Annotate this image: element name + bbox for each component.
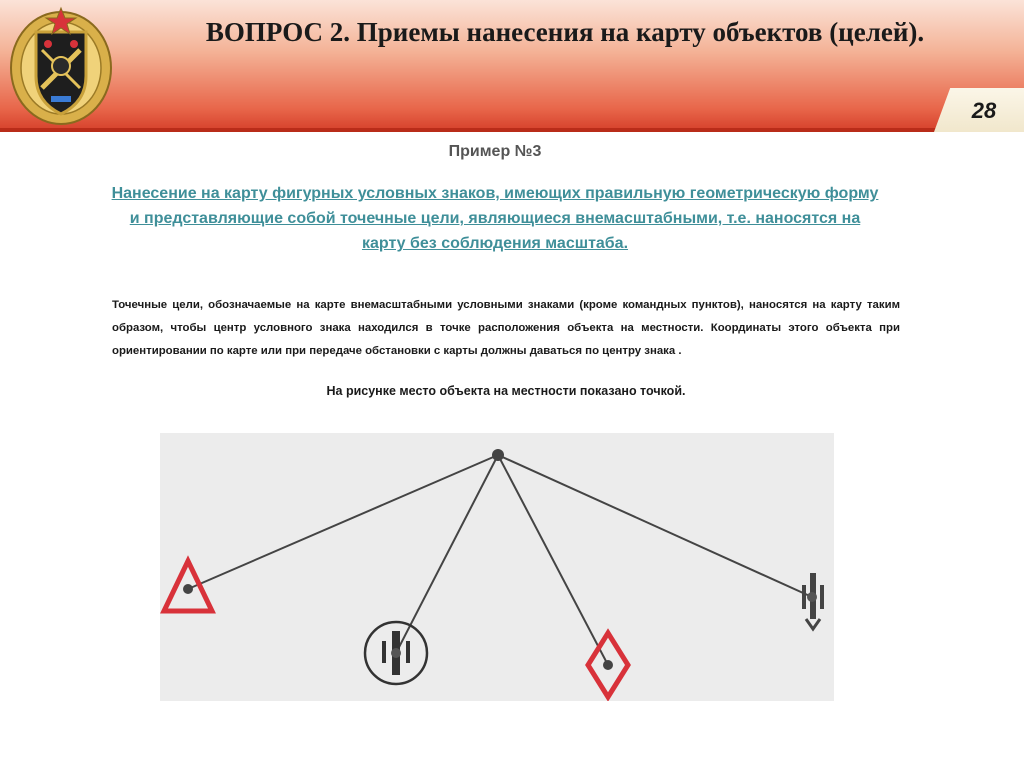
diagram-panel [160, 433, 834, 701]
line-to-artillery [498, 455, 812, 597]
triangle-target-icon [164, 561, 212, 611]
page-number: 28 [971, 98, 997, 123]
example-paragraph: Точечные цели, обозначаемые на карте внемасштабными условными знаками (кроме командных пунктов), наносятся на карту таким образом, чтобы центр условного знака находился в точке расположения объекта на местности. Координаты этого объекта при ориентировании по карте или при передаче обстановки с карты должны даваться по центру знака . [112, 299, 900, 357]
diagram-caption: На рисунке место объекта на местности показано точкой. [326, 384, 686, 398]
line-to-triangle [188, 455, 498, 589]
point-targets-diagram [160, 433, 834, 701]
slide-header [0, 0, 1024, 132]
diamond-target-icon [588, 633, 628, 697]
example-subtitle: Нанесение на карту фигурных условных знаков, имеющих правильную геометрическую форму и представляющие собой точечные цели, являющиеся внемасштабными, т.е. наносятся на карту без соблюдения масштаба. [111, 185, 879, 252]
circle-gun-icon [365, 622, 427, 684]
slide-title: ВОПРОС 2. Приемы нанесения на карту объектов (целей). [205, 17, 925, 47]
line-to-diamond [498, 455, 608, 665]
line-to-circle [396, 455, 498, 653]
example-title: Пример №3 [448, 143, 542, 160]
artillery-piece-icon [802, 573, 824, 629]
apex-point [492, 449, 504, 461]
military-academy-emblem-icon [6, 4, 116, 128]
